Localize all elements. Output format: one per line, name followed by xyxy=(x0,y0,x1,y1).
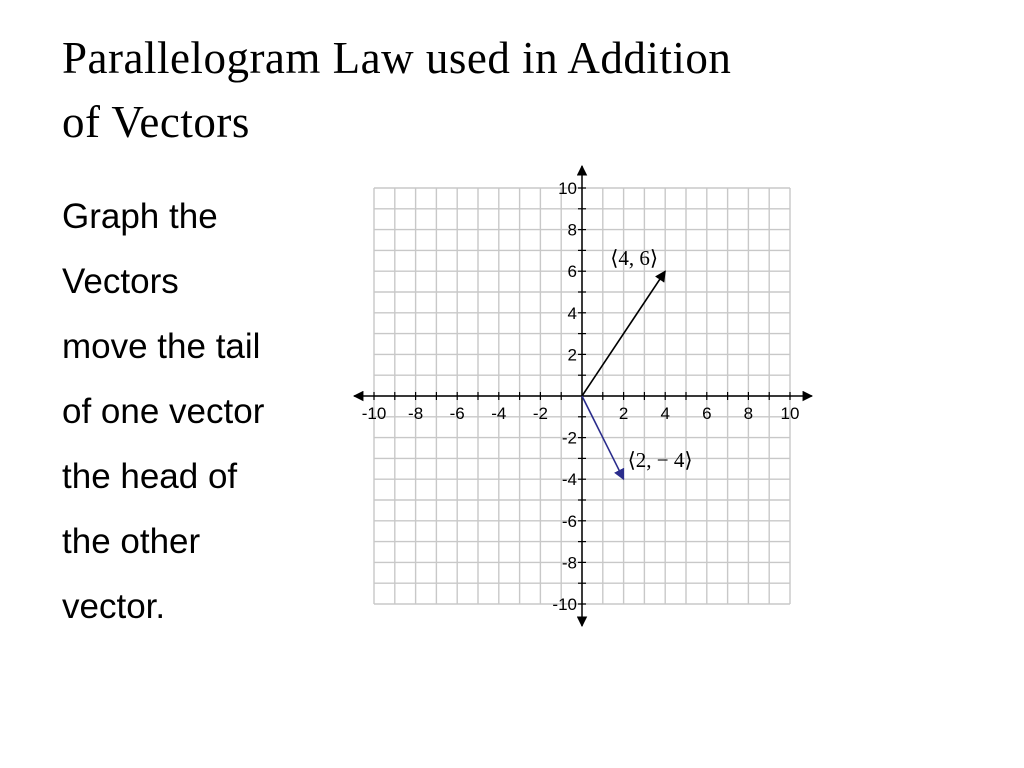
y-tick-label: 8 xyxy=(567,220,577,240)
vector-a-label: ⟨4, 6⟩ xyxy=(610,246,659,271)
x-tick-label: -8 xyxy=(408,404,424,423)
y-tick-label: -8 xyxy=(561,553,577,573)
instruction-line: of one vector xyxy=(62,392,265,431)
title-line-2: of Vectors xyxy=(62,97,250,147)
x-tick-label: -2 xyxy=(532,404,548,423)
x-tick-label: -10 xyxy=(361,404,387,423)
axes xyxy=(354,166,812,626)
y-tick-label: 2 xyxy=(567,345,577,365)
y-tick-label: -4 xyxy=(561,470,577,490)
vector-b-label: ⟨2, − 4⟩ xyxy=(627,448,693,473)
vectors xyxy=(582,246,693,479)
y-tick-label: -6 xyxy=(561,511,577,531)
instruction-line: the other xyxy=(62,522,201,561)
y-tick-label: 6 xyxy=(567,262,577,282)
y-tick-label: -2 xyxy=(561,428,577,448)
x-tick-label: -6 xyxy=(449,404,465,423)
title-line-1: Parallelogram Law used in Addition xyxy=(62,33,732,83)
x-tick-label: 6 xyxy=(702,404,712,423)
instruction-text xyxy=(62,184,352,639)
instruction-line: Vectors xyxy=(62,262,179,301)
slide-title xyxy=(62,26,982,154)
instruction-line: vector. xyxy=(62,587,166,626)
x-tick-label: 4 xyxy=(660,404,670,423)
instruction-line: Graph the xyxy=(62,197,218,236)
coordinate-graph xyxy=(348,156,828,640)
instruction-line: move the tail xyxy=(62,327,261,366)
x-tick-label: 10 xyxy=(780,404,800,423)
x-tick-label: 8 xyxy=(743,404,754,423)
y-tick-label: -10 xyxy=(552,595,577,614)
y-tick-label: 4 xyxy=(567,303,577,323)
x-tick-label: 2 xyxy=(618,404,629,423)
x-tick-label: -4 xyxy=(491,404,507,423)
y-tick-label: 10 xyxy=(558,179,577,198)
instruction-line: the head of xyxy=(62,457,238,496)
